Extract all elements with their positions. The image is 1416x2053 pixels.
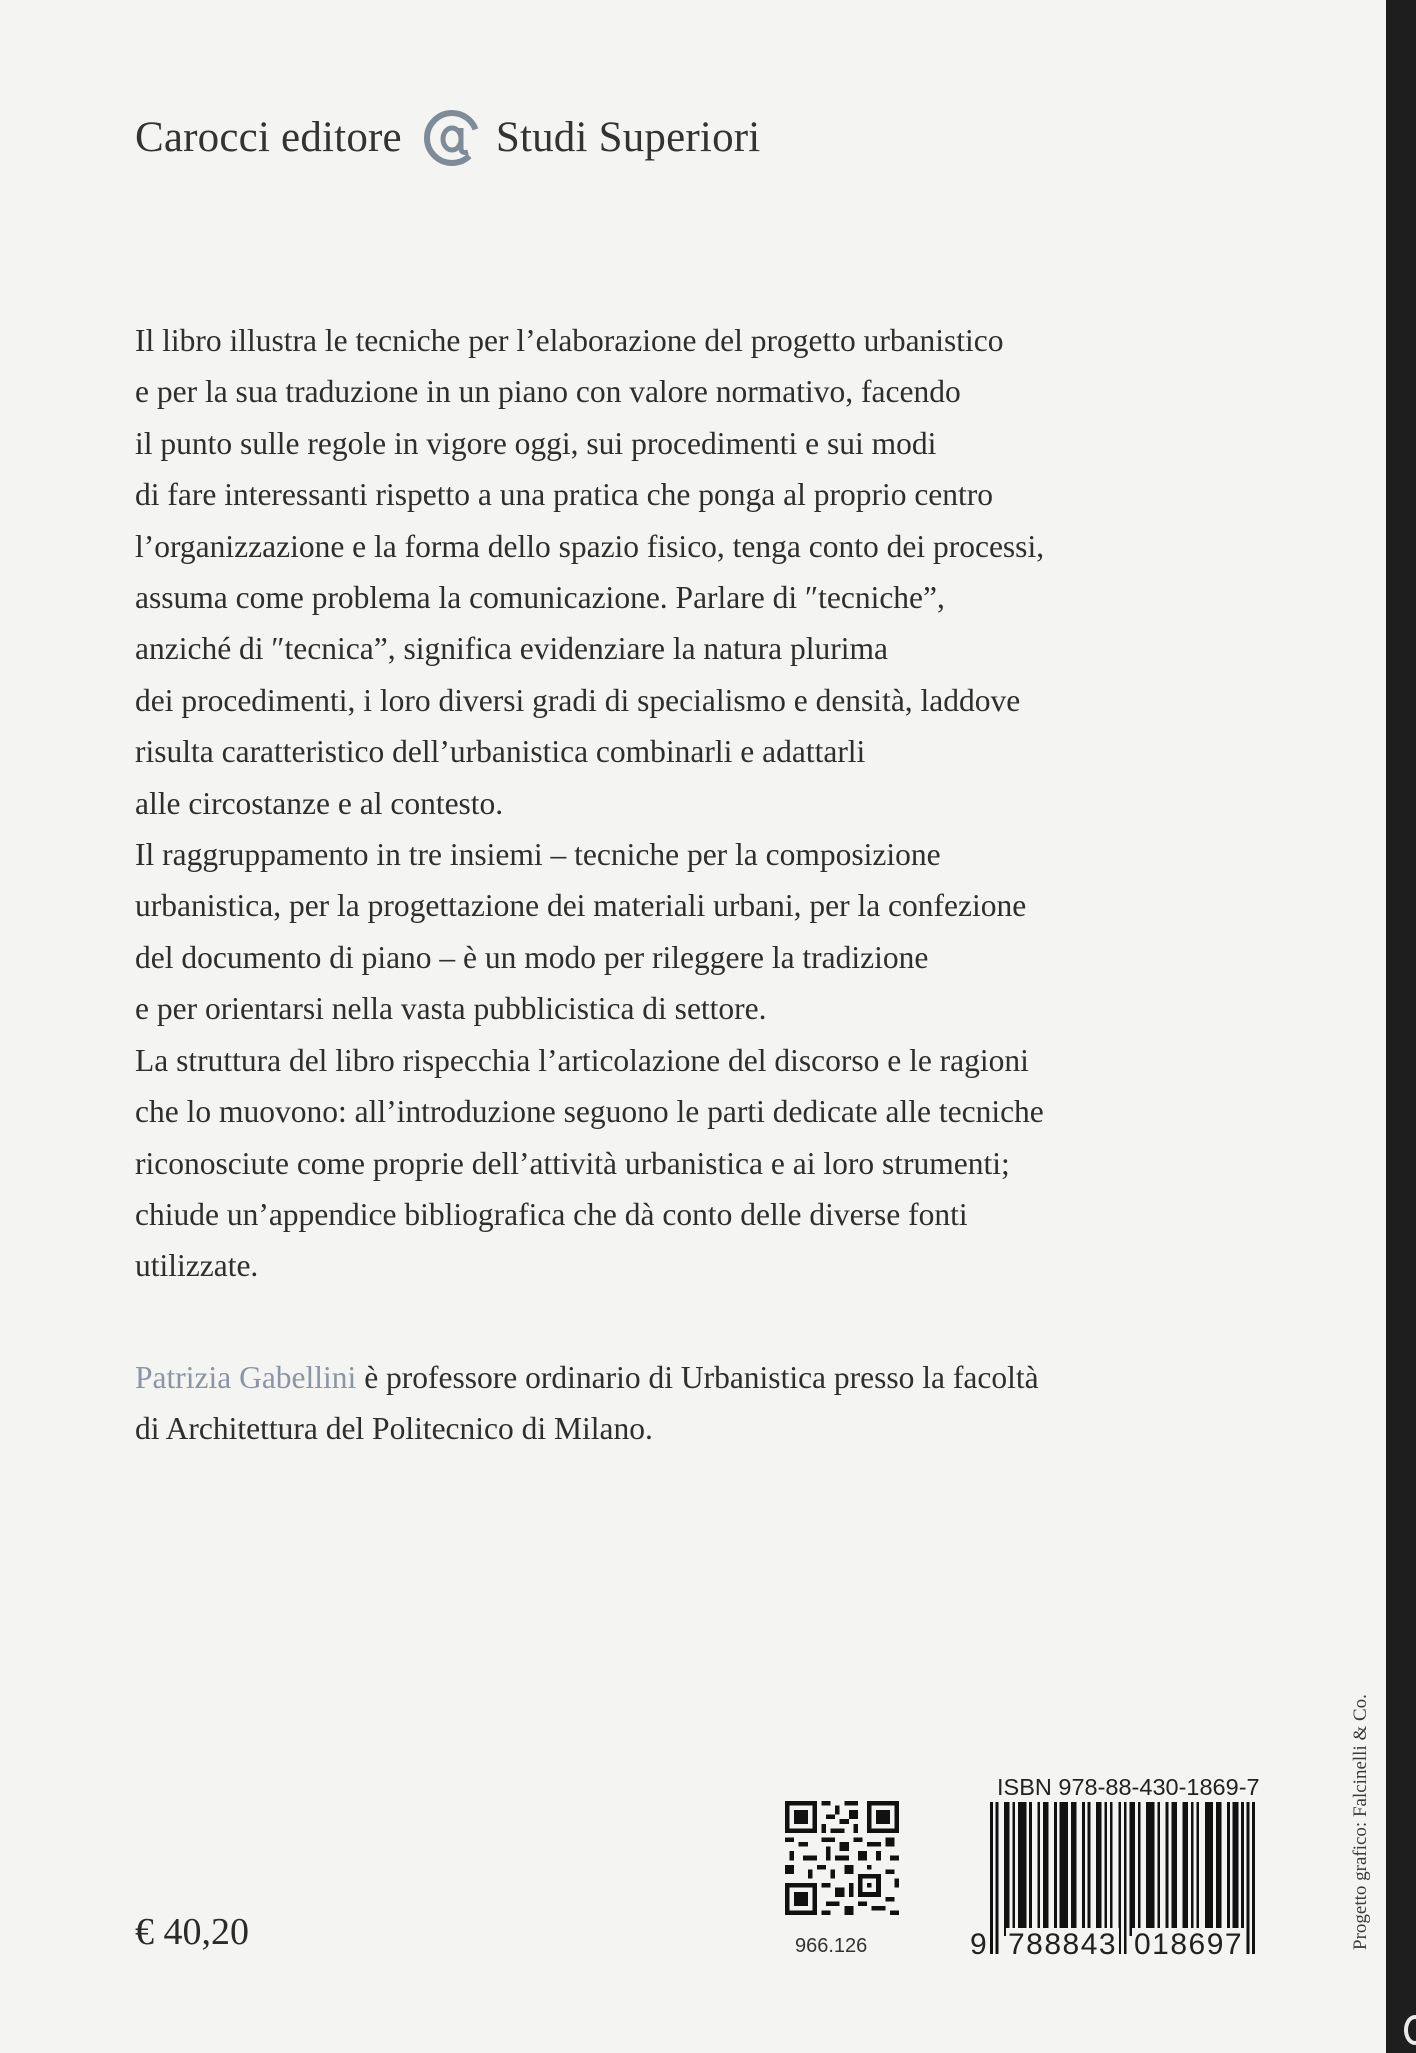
graphic-design-credit: Progetto grafico: Falcinelli & Co. [1350,1694,1371,1950]
description-line: il punto sulle regole in vigore oggi, sui procedimenti e sui modi [135,425,937,461]
author-bio-text: è professore ordinario di Urbanistica presso la facoltà [356,1360,1039,1395]
description-line: urbanistica, per la progettazione dei materiali urbani, per la confezione [135,888,1027,924]
publisher-header [135,100,760,175]
barcode-digits [968,1928,1262,1968]
description-line: del documento di piano – è un modo per rileggere la tradizione [135,939,929,975]
description-line: l’organizzazione e la forma dello spazio fisico, tenga conto dei processi, [135,528,1045,564]
description-line: di fare interessanti rispetto a una pratica che ponga al proprio centro [135,477,994,513]
author-bio-line: di Architettura del Politecnico di Milano. [135,1411,653,1447]
isbn-label: ISBN 978-88-430-1869-7 [997,1774,1260,1800]
description-line: chiude un’appendice bibliografica che dà conto delle diverse fonti [135,1196,968,1232]
qr-code-number: 966.126 [795,1935,868,1957]
description-line: anziché di ″tecnica”, significa evidenziare la natura plurima [135,631,888,667]
description-line: Il raggruppamento in tre insiemi – tecniche per la composizione [135,837,941,873]
description-line: alle circostanze e al contesto. [135,785,504,821]
spine-logo-fragment [1404,2015,1416,2045]
barcode-digits-right: 018697 [1134,1928,1244,1961]
description-line: La struttura del libro rispecchia l’articolazione del discorso e le ragioni [135,1042,1029,1078]
description-line: e per orientarsi nella vasta pubblicistica di settore. [135,991,767,1027]
description-line: risulta caratteristico dell’urbanistica combinarli e adattarli [135,734,866,770]
barcode-digit-first: 9 [970,1928,987,1961]
publisher-name: Carocci editore [135,114,402,161]
book-spine-edge [1386,0,1416,2053]
book-description [135,315,1275,1292]
description-line: assuma come problema la comunicazione. Parlare di ″tecniche”, [135,580,945,616]
description-line: utilizzate. [135,1248,259,1284]
barcode-digits-left: 788843 [1008,1928,1118,1961]
description-line: Il libro illustra le tecniche per l’elaborazione del progetto urbanistico [135,323,1004,358]
series-name: Studi Superiori [495,114,761,161]
description-line: e per la sua traduzione in un piano con valore normativo, facendo [135,374,961,410]
price: € 40,20 [135,1911,249,1953]
author-bio [135,1352,1275,1455]
author-bio-line [135,1352,1275,1403]
description-line: dei procedimenti, i loro diversi gradi di specialismo e densità, laddove [135,682,1021,718]
description-line: riconosciute come proprie dell’attività urbanistica e ai loro strumenti; [135,1145,1010,1181]
description-line: che lo muovono: all’introduzione seguono le parti dedicate alle tecniche [135,1094,1044,1130]
at-sign-logo-icon [422,108,482,168]
author-name: Patrizia Gabellini [135,1360,357,1395]
qr-code-icon [785,1801,899,1915]
